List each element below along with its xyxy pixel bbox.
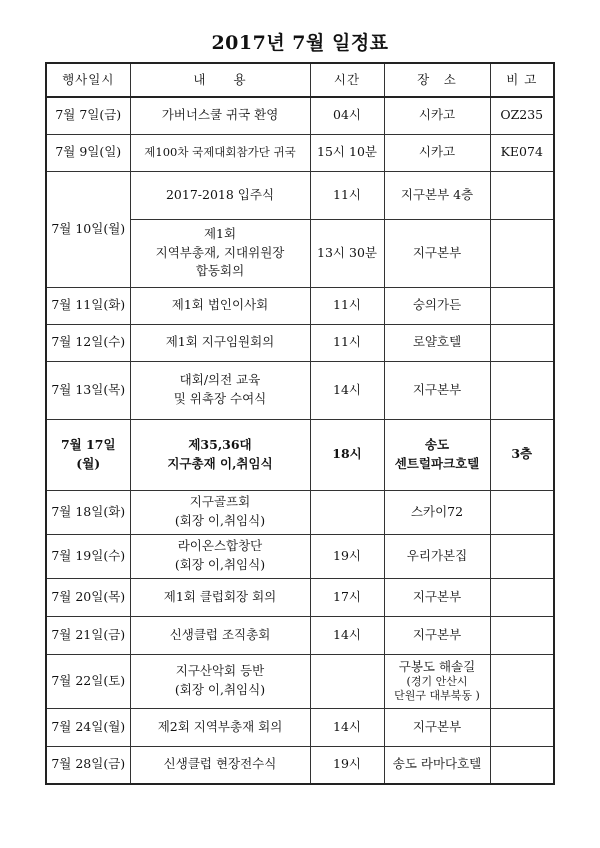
table-row — [46, 171, 554, 219]
cell-time: 14시 — [310, 616, 384, 654]
cell-date: 7월 9일(일) — [46, 134, 130, 171]
table-row — [46, 578, 554, 616]
page-title: 2017년 7월 일정표 — [211, 32, 389, 54]
cell-note — [490, 746, 554, 784]
cell-note: 3층 — [490, 419, 554, 490]
cell-time: 11시 — [310, 287, 384, 324]
table-row — [46, 419, 554, 490]
cell-content: 제1회 지구임원회의 — [130, 324, 310, 361]
cell-content: 대회/의전 교육 및 위촉장 수여식 — [130, 361, 310, 419]
cell-place: 로얄호텔 — [384, 324, 490, 361]
cell-content: 가버너스쿨 귀국 환영 — [130, 97, 310, 134]
cell-content: 제100차 국제대회참가단 귀국 — [130, 134, 310, 171]
cell-note — [490, 324, 554, 361]
cell-note — [490, 708, 554, 746]
cell-content: 제2회 지역부총재 회의 — [130, 708, 310, 746]
cell-time: 19시 — [310, 534, 384, 578]
cell-time: 19시 — [310, 746, 384, 784]
cell-place: 스카이72 — [384, 490, 490, 534]
cell-time — [310, 490, 384, 534]
cell-note — [490, 219, 554, 287]
cell-note: OZ235 — [490, 97, 554, 134]
cell-date: 7월 17일(월) — [46, 419, 130, 490]
cell-place: 숭의가든 — [384, 287, 490, 324]
cell-date: 7월 28일(금) — [46, 746, 130, 784]
table-row — [46, 97, 554, 134]
cell-content: 제1회 클럽회장 회의 — [130, 578, 310, 616]
cell-content: 지구골프회 (회장 이,취임식) — [130, 490, 310, 534]
cell-date: 7월 19일(수) — [46, 534, 130, 578]
cell-content: 제1회 법인이사회 — [130, 287, 310, 324]
cell-date: 7월 11일(화) — [46, 287, 130, 324]
cell-time: 14시 — [310, 361, 384, 419]
cell-place: 지구본부 — [384, 708, 490, 746]
schedule-table — [45, 62, 555, 785]
table-row — [46, 361, 554, 419]
cell-content: 신생클럽 조직총회 — [130, 616, 310, 654]
cell-time: 04시 — [310, 97, 384, 134]
cell-place: 송도 센트럴파크호텔 — [384, 419, 490, 490]
cell-note — [490, 287, 554, 324]
header-content: 내 용 — [130, 63, 310, 97]
cell-place: 지구본부 — [384, 578, 490, 616]
cell-content: 2017-2018 입주식 — [130, 171, 310, 219]
header-row — [46, 63, 554, 97]
header-time: 시간 — [310, 63, 384, 97]
table-row — [46, 534, 554, 578]
cell-place: 시카고 — [384, 134, 490, 171]
cell-place: 송도 라마다호텔 — [384, 746, 490, 784]
cell-date: 7월 22일(토) — [46, 654, 130, 708]
cell-place — [384, 654, 490, 708]
cell-date: 7월 21일(금) — [46, 616, 130, 654]
cell-time: 18시 — [310, 419, 384, 490]
cell-place: 지구본부 — [384, 361, 490, 419]
place-name: 구봉도 해솔길 — [398, 658, 476, 674]
cell-time: 13시 30분 — [310, 219, 384, 287]
header-date: 행사일시 — [46, 63, 130, 97]
table-row — [46, 287, 554, 324]
cell-content: 지구산악회 등반 (회장 이,취임식) — [130, 654, 310, 708]
cell-content: 라이온스합창단 (회장 이,취임식) — [130, 534, 310, 578]
cell-place: 우리가본집 — [384, 534, 490, 578]
cell-date: 7월 13일(목) — [46, 361, 130, 419]
cell-note — [490, 490, 554, 534]
cell-date: 7월 10일(월) — [46, 171, 130, 287]
cell-time — [310, 654, 384, 708]
table-row — [46, 654, 554, 708]
cell-content: 신생클럽 현장전수식 — [130, 746, 310, 784]
cell-time: 15시 10분 — [310, 134, 384, 171]
cell-content: 제35,36대 지구총재 이,취임식 — [130, 419, 310, 490]
cell-note — [490, 171, 554, 219]
cell-note — [490, 534, 554, 578]
cell-date: 7월 18일(화) — [46, 490, 130, 534]
cell-place: 지구본부 4층 — [384, 171, 490, 219]
cell-note — [490, 361, 554, 419]
cell-place: 지구본부 — [384, 219, 490, 287]
cell-note — [490, 616, 554, 654]
table-row — [46, 746, 554, 784]
cell-time: 17시 — [310, 578, 384, 616]
cell-place: 시카고 — [384, 97, 490, 134]
cell-time: 14시 — [310, 708, 384, 746]
cell-date: 7월 24일(월) — [46, 708, 130, 746]
cell-note — [490, 654, 554, 708]
table-row — [46, 324, 554, 361]
header-note: 비 고 — [490, 63, 554, 97]
cell-place: 지구본부 — [384, 616, 490, 654]
cell-date: 7월 20일(목) — [46, 578, 130, 616]
table-row — [46, 708, 554, 746]
cell-time: 11시 — [310, 171, 384, 219]
cell-time: 11시 — [310, 324, 384, 361]
table-row — [46, 616, 554, 654]
cell-note — [490, 578, 554, 616]
table-row — [46, 490, 554, 534]
place-address: (경기 안산시 단원구 대부북동 ) — [394, 674, 480, 703]
cell-date: 7월 12일(수) — [46, 324, 130, 361]
header-place: 장 소 — [384, 63, 490, 97]
cell-content: 제1회 지역부총재, 지대위원장 합동회의 — [130, 219, 310, 287]
cell-note: KE074 — [490, 134, 554, 171]
cell-date: 7월 7일(금) — [46, 97, 130, 134]
table-row — [46, 134, 554, 171]
